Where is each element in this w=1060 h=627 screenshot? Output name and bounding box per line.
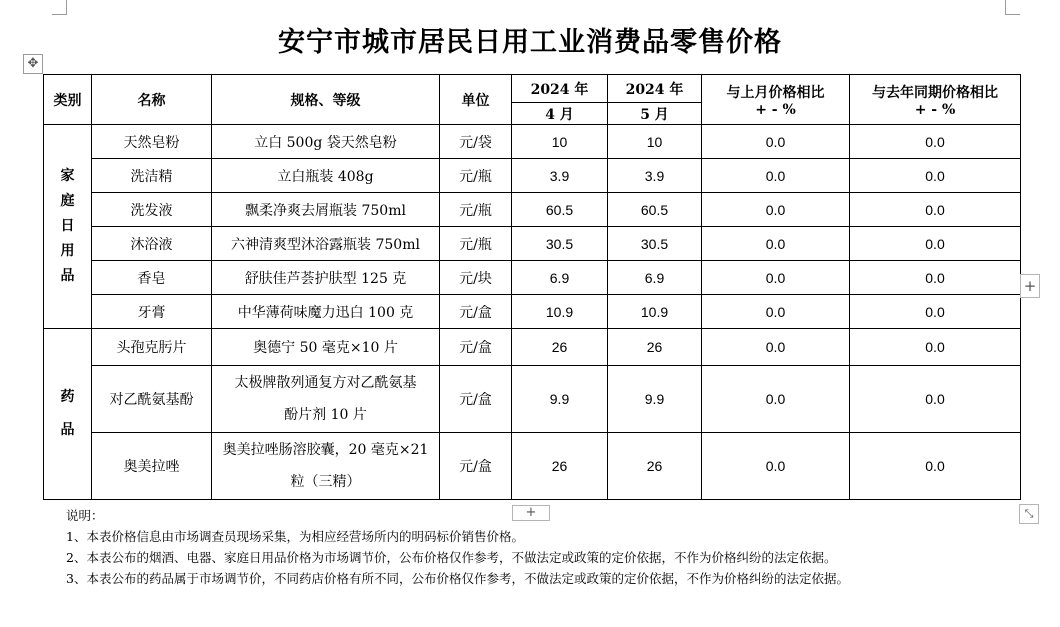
item-unit: 元/盒 bbox=[440, 295, 512, 329]
price-april: 3.9 bbox=[512, 159, 608, 193]
price-april: 6.9 bbox=[512, 261, 608, 295]
note-item: 1、本表价格信息由市场调查员现场采集，为相应经营场所内的明码标价销售价格。 bbox=[66, 529, 524, 544]
item-unit: 元/瓶 bbox=[440, 193, 512, 227]
table-row bbox=[44, 329, 1021, 366]
item-spec: 立白 500g 袋天然皂粉 bbox=[212, 125, 440, 159]
change-mom: 0.0 bbox=[702, 295, 850, 329]
item-spec: 立白瓶装 408g bbox=[212, 159, 440, 193]
header-category: 类别 bbox=[44, 75, 92, 125]
price-may: 10 bbox=[608, 125, 702, 159]
category-char: 家 bbox=[60, 168, 75, 184]
category-char: 品 bbox=[60, 422, 75, 438]
change-mom: 0.0 bbox=[702, 193, 850, 227]
header-month-may: 5 月 bbox=[608, 103, 702, 125]
item-name: 牙膏 bbox=[92, 295, 212, 329]
add-row-button[interactable]: + bbox=[512, 505, 550, 521]
price-april: 26 bbox=[512, 433, 608, 500]
change-yoy: 0.0 bbox=[850, 193, 1021, 227]
item-spec-line: 粒（三精） bbox=[290, 474, 361, 490]
table-row bbox=[44, 433, 1021, 500]
change-yoy: 0.0 bbox=[850, 227, 1021, 261]
change-yoy: 0.0 bbox=[850, 261, 1021, 295]
header-mom-unit: + - % bbox=[755, 101, 796, 118]
item-spec: 中华薄荷味魔力迅白 100 克 bbox=[212, 295, 440, 329]
change-mom: 0.0 bbox=[702, 329, 850, 366]
table-resize-icon[interactable]: ⤡ bbox=[1019, 504, 1039, 524]
item-spec-line: 酚片剂 10 片 bbox=[284, 407, 367, 423]
notes-heading: 说明： bbox=[66, 508, 104, 523]
change-mom: 0.0 bbox=[702, 125, 850, 159]
table-row bbox=[44, 261, 1021, 295]
change-yoy: 0.0 bbox=[850, 366, 1021, 433]
item-unit: 元/盒 bbox=[440, 329, 512, 366]
price-april: 10 bbox=[512, 125, 608, 159]
category-char: 用 bbox=[60, 243, 75, 259]
price-may: 30.5 bbox=[608, 227, 702, 261]
category-char: 药 bbox=[60, 389, 75, 405]
header-name: 名称 bbox=[92, 75, 212, 125]
change-yoy: 0.0 bbox=[850, 329, 1021, 366]
header-mom bbox=[702, 75, 850, 125]
item-name: 头孢克肟片 bbox=[92, 329, 212, 366]
header-yoy-unit: + - % bbox=[914, 101, 956, 118]
item-name: 洗洁精 bbox=[92, 159, 212, 193]
item-name: 天然皂粉 bbox=[92, 125, 212, 159]
item-unit: 元/袋 bbox=[440, 125, 512, 159]
change-yoy: 0.0 bbox=[850, 295, 1021, 329]
price-may: 10.9 bbox=[608, 295, 702, 329]
note-item: 3、本表公布的药品属于市场调节价，不同药店价格有所不同，公布价格仅作参考，不做法定或政策的定价依据，不作为价格纠纷的法定依据。 bbox=[66, 571, 849, 586]
item-spec: 奥德宁 50 毫克×10 片 bbox=[212, 329, 440, 366]
item-spec-line: 太极牌散列通复方对乙酰氨基 bbox=[234, 375, 417, 391]
price-april: 30.5 bbox=[512, 227, 608, 261]
item-name: 沐浴液 bbox=[92, 227, 212, 261]
price-april: 60.5 bbox=[512, 193, 608, 227]
header-yoy-label: 与去年同期价格相比 bbox=[872, 84, 998, 101]
page-title: 安宁市城市居民日用工业消费品零售价格 bbox=[278, 27, 782, 58]
item-name: 洗发液 bbox=[92, 193, 212, 227]
change-yoy: 0.0 bbox=[850, 159, 1021, 193]
change-mom: 0.0 bbox=[702, 159, 850, 193]
header-year-may: 2024 年 bbox=[608, 75, 702, 103]
change-mom: 0.0 bbox=[702, 227, 850, 261]
header-spec: 规格、等级 bbox=[212, 75, 440, 125]
price-may: 26 bbox=[608, 329, 702, 366]
table-row bbox=[44, 193, 1021, 227]
price-table bbox=[43, 74, 1021, 500]
change-mom: 0.0 bbox=[702, 261, 850, 295]
item-unit: 元/盒 bbox=[440, 433, 512, 500]
table-row bbox=[44, 227, 1021, 261]
price-april: 26 bbox=[512, 329, 608, 366]
page-corner-mark bbox=[1005, 0, 1020, 15]
price-april: 9.9 bbox=[512, 366, 608, 433]
notes-section bbox=[66, 505, 849, 589]
change-mom: 0.0 bbox=[702, 366, 850, 433]
header-yoy bbox=[850, 75, 1021, 125]
item-unit: 元/瓶 bbox=[440, 159, 512, 193]
price-may: 60.5 bbox=[608, 193, 702, 227]
price-may: 6.9 bbox=[608, 261, 702, 295]
category-household bbox=[44, 125, 92, 329]
item-name: 奥美拉唑 bbox=[92, 433, 212, 500]
category-char: 品 bbox=[60, 268, 75, 284]
price-may: 26 bbox=[608, 433, 702, 500]
add-column-button[interactable]: + bbox=[1020, 274, 1040, 298]
header-row bbox=[44, 75, 1021, 103]
category-medicine bbox=[44, 329, 92, 500]
item-spec-line: 奥美拉唑肠溶胶囊，20 毫克×21 bbox=[222, 442, 429, 458]
header-month-april: 4 月 bbox=[512, 103, 608, 125]
change-yoy: 0.0 bbox=[850, 125, 1021, 159]
item-spec: 飘柔净爽去屑瓶装 750ml bbox=[212, 193, 440, 227]
item-unit: 元/块 bbox=[440, 261, 512, 295]
price-april: 10.9 bbox=[512, 295, 608, 329]
header-unit: 单位 bbox=[440, 75, 512, 125]
item-unit: 元/瓶 bbox=[440, 227, 512, 261]
table-move-icon[interactable]: ✥ bbox=[23, 54, 43, 74]
header-mom-label: 与上月价格相比 bbox=[726, 84, 825, 101]
item-name: 对乙酰氨基酚 bbox=[92, 366, 212, 433]
category-char: 庭 bbox=[60, 193, 75, 209]
note-item: 2、本表公布的烟酒、电器、家庭日用品价格为市场调节价，公布价格仅作参考，不做法定或政策的定价依据，不作为价格纠纷的法定依据。 bbox=[66, 550, 837, 565]
item-spec: 六神清爽型沐浴露瓶装 750ml bbox=[212, 227, 440, 261]
table-row bbox=[44, 125, 1021, 159]
item-name: 香皂 bbox=[92, 261, 212, 295]
page-corner-mark bbox=[52, 0, 67, 15]
price-may: 3.9 bbox=[608, 159, 702, 193]
category-char: 日 bbox=[60, 218, 75, 234]
table-row bbox=[44, 159, 1021, 193]
header-year-april: 2024 年 bbox=[512, 75, 608, 103]
change-yoy: 0.0 bbox=[850, 433, 1021, 500]
change-mom: 0.0 bbox=[702, 433, 850, 500]
table-row bbox=[44, 295, 1021, 329]
item-spec bbox=[212, 433, 440, 500]
item-spec bbox=[212, 366, 440, 433]
table-row bbox=[44, 366, 1021, 433]
item-spec: 舒肤佳芦荟护肤型 125 克 bbox=[212, 261, 440, 295]
item-unit: 元/盒 bbox=[440, 366, 512, 433]
price-may: 9.9 bbox=[608, 366, 702, 433]
